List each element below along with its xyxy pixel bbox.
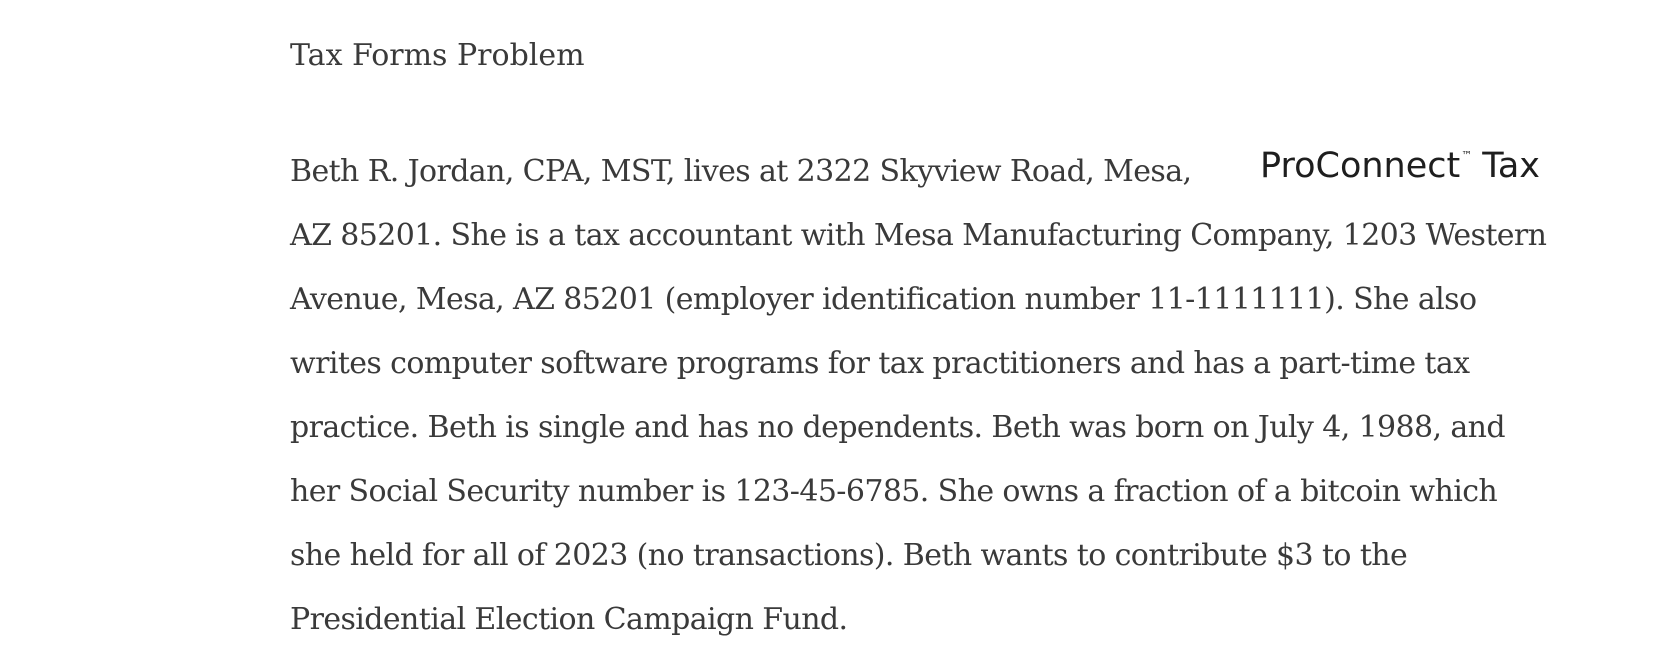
logo-name: ProConnect [1260, 146, 1461, 186]
logo-suffix: Tax [1482, 146, 1540, 186]
paragraph-line: AZ 85201. She is a tax accountant with Mesa Manufacturing Company, 1203 Western [290, 218, 1547, 253]
paragraph-line: Presidential Election Campaign Fund. [290, 602, 848, 637]
paragraph-line: writes computer software programs for tax practitioners and has a part-time tax [290, 346, 1470, 381]
logo-trademark: ™ [1461, 149, 1473, 162]
paragraph-line: she held for all of 2023 (no transactions). Beth wants to contribute $3 to the [290, 538, 1408, 573]
paragraph-line: practice. Beth is single and has no dependents. Beth was born on July 4, 1988, and [290, 410, 1506, 445]
paragraph-line: her Social Security number is 123-45-6785. She owns a fraction of a bitcoin which [290, 474, 1498, 509]
paragraph-line: Avenue, Mesa, AZ 85201 (employer identification number 11-1111111). She also [290, 282, 1477, 317]
paragraph-line: Beth R. Jordan, CPA, MST, lives at 2322 Skyview Road, Mesa, [290, 154, 1192, 189]
page-title: Tax Forms Problem [290, 38, 585, 73]
problem-paragraph [290, 140, 1590, 652]
